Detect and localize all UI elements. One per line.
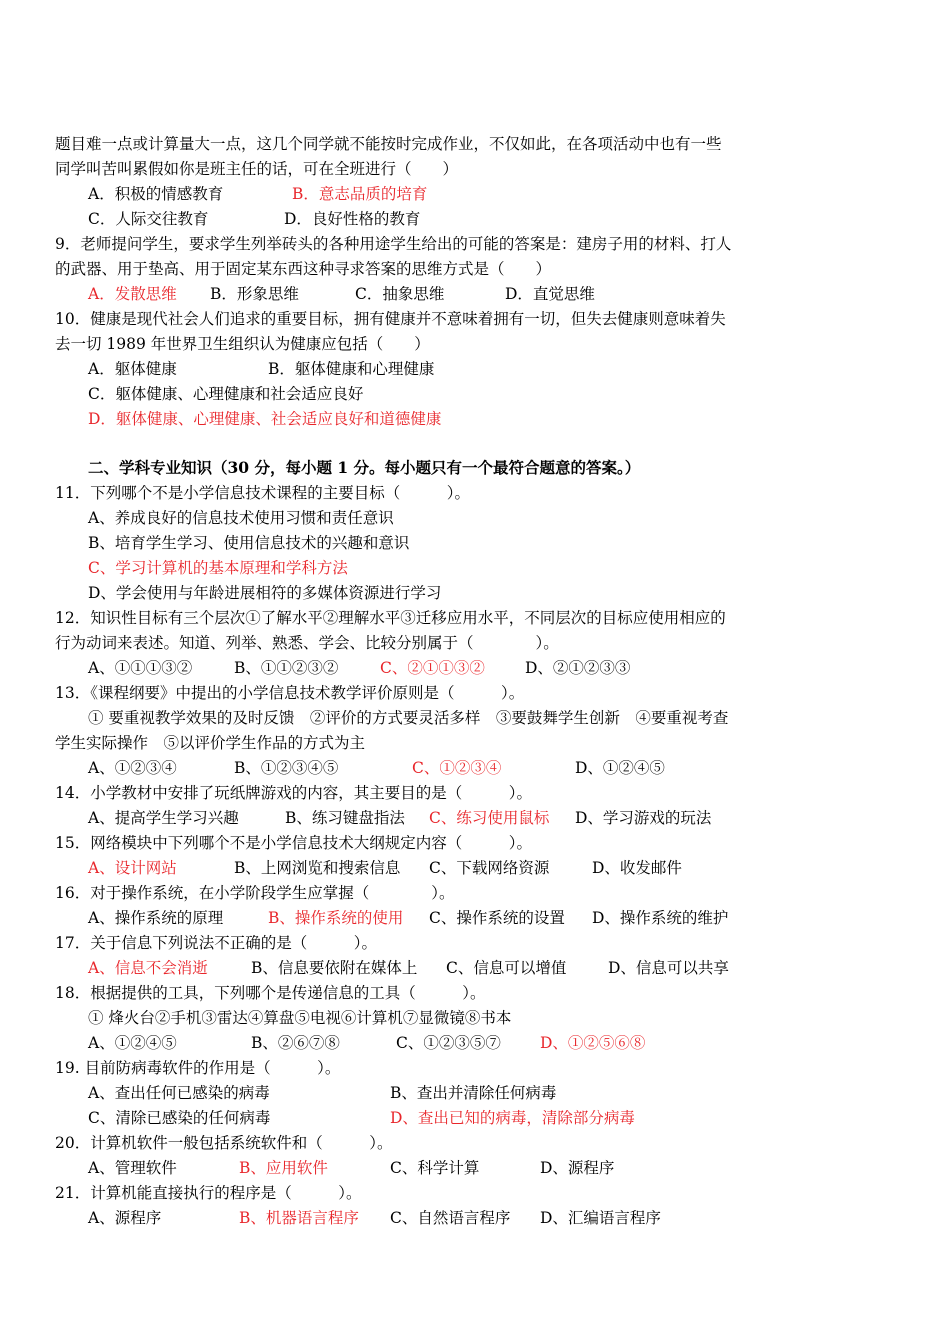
question-14-option-b: B、练习键盘指法	[285, 809, 405, 827]
question-8-line-2: 同学叫苦叫累假如你是班主任的话，可在全班进行（ ）	[55, 160, 459, 178]
question-14-option-a: A、提高学生学习兴趣	[88, 809, 239, 827]
question-19-stem: 19. 目前防病毒软件的作用是（ ）。	[55, 1059, 341, 1077]
question-20-option-c: C、科学计算	[390, 1159, 480, 1177]
question-16-option-c: C、操作系统的设置	[429, 909, 565, 927]
question-18-stem: 18．根据提供的工具，下列哪个是传递信息的工具（ ）。	[55, 984, 486, 1002]
question-15-stem: 15．网络模块中下列哪个不是小学信息技术大纲规定内容（ ）。	[55, 834, 532, 852]
question-9-option-d: D．直觉思维	[505, 285, 595, 303]
question-16-option-a: A、操作系统的原理	[88, 909, 224, 927]
question-12-option-c-answer: C、②①①③②	[380, 659, 485, 677]
question-18-option-b: B、②⑥⑦⑧	[251, 1034, 340, 1052]
question-19-option-a: A、查出任何已感染的病毒	[88, 1084, 270, 1102]
question-13-option-a: A、①②③④	[88, 759, 177, 777]
question-18-items: ① 烽火台②手机③雷达④算盘⑤电视⑥计算机⑦显微镜⑧书本	[88, 1009, 512, 1027]
question-20-option-d: D、源程序	[540, 1159, 615, 1177]
question-10-option-d-answer: D．躯体健康、心理健康、社会适应良好和道德健康	[88, 410, 442, 428]
question-12-option-a: A、①①①③②	[88, 659, 193, 677]
question-16-stem: 16．对于操作系统，在小学阶段学生应掌握（ ）。	[55, 884, 455, 902]
question-15-option-d: D、收发邮件	[592, 859, 682, 877]
question-17-option-a-answer: A、信息不会消逝	[88, 959, 208, 977]
question-13-stem: 13．《课程纲要》中提出的小学信息技术教学评价原则是（ ）。	[55, 684, 525, 702]
question-20-stem: 20．计算机软件一般包括系统软件和（ ）。	[55, 1134, 393, 1152]
question-13-items-line-1: ① 要重视教学效果的及时反馈 ②评价的方式要灵活多样 ③要鼓舞学生创新 ④要重视考查	[88, 709, 729, 727]
question-19-option-d-answer: D、查出已知的病毒，清除部分病毒	[390, 1109, 635, 1127]
question-16-option-b-answer: B、操作系统的使用	[268, 909, 404, 927]
question-21-option-c: C、自然语言程序	[390, 1209, 511, 1227]
question-17-stem: 17．关于信息下列说法不正确的是（ ）。	[55, 934, 377, 952]
question-8-option-a: A．积极的情感教育	[88, 185, 224, 203]
question-20-option-b-answer: B、应用软件	[239, 1159, 328, 1177]
question-19-option-b: B、查出并清除任何病毒	[390, 1084, 557, 1102]
question-9-option-c: C．抽象思维	[355, 285, 445, 303]
question-20-option-a: A、管理软件	[88, 1159, 177, 1177]
question-8-option-c: C．人际交往教育	[88, 210, 209, 228]
question-10-option-a: A．躯体健康	[88, 360, 177, 378]
question-12-line-1: 12．知识性目标有三个层次①了解水平②理解水平③迁移应用水平，不同层次的目标应使用相应的	[55, 609, 726, 627]
question-10-option-b: B．躯体健康和心理健康	[268, 360, 435, 378]
question-11-option-c-answer: C、学习计算机的基本原理和学科方法	[88, 559, 348, 577]
question-21-option-d: D、汇编语言程序	[540, 1209, 661, 1227]
question-8-line-1: 题目难一点或计算量大一点，这几个同学就不能按时完成作业，不仅如此，在各项活动中也有一些	[55, 135, 722, 153]
question-11-option-b: B、培育学生学习、使用信息技术的兴趣和意识	[88, 534, 410, 552]
question-15-option-b: B、上网浏览和搜索信息	[234, 859, 401, 877]
question-15-option-c: C、下载网络资源	[429, 859, 550, 877]
question-21-stem: 21．计算机能直接执行的程序是（ ）。	[55, 1184, 362, 1202]
question-12-option-b: B、①①②③②	[234, 659, 339, 677]
question-19-option-c: C、清除已感染的任何病毒	[88, 1109, 271, 1127]
question-12-line-2: 行为动词来表述。知道、列举、熟悉、学会、比较分别属于（ ）。	[55, 634, 559, 652]
question-17-option-b: B、信息要依附在媒体上	[251, 959, 418, 977]
question-18-option-a: A、①②④⑤	[88, 1034, 177, 1052]
question-10-option-c: C．躯体健康、心理健康和社会适应良好	[88, 385, 364, 403]
question-11-option-a: A、养成良好的信息技术使用习惯和责任意识	[88, 509, 394, 527]
question-15-option-a-answer: A、设计网站	[88, 859, 177, 877]
question-13-items-line-2: 学生实际操作 ⑤以评价学生作品的方式为主	[55, 734, 366, 752]
question-17-option-c: C、信息可以增值	[446, 959, 567, 977]
question-10-line-1: 10．健康是现代社会人们追求的重要目标，拥有健康并不意味着拥有一切，但失去健康则意味着失	[55, 310, 726, 328]
question-17-option-d: D、信息可以共享	[608, 959, 729, 977]
question-14-option-d: D、学习游戏的玩法	[575, 809, 712, 827]
question-9-line-2: 的武器、用于垫高、用于固定某东西这种寻求答案的思维方式是（ ）	[55, 260, 552, 278]
section-2-heading: 二、学科专业知识（30 分，每小题 1 分。每小题只有一个最符合题意的答案。）	[88, 458, 641, 477]
question-13-option-c-answer: C、①②③④	[412, 759, 502, 777]
question-11-option-d: D、学会使用与年龄进展相符的多媒体资源进行学习	[88, 584, 442, 602]
question-13-option-b: B、①②③④⑤	[234, 759, 339, 777]
question-14-stem: 14．小学教材中安排了玩纸牌游戏的内容，其主要目的是（ ）。	[55, 784, 532, 802]
question-12-option-d: D、②①②③③	[525, 659, 631, 677]
question-14-option-c-answer: C、练习使用鼠标	[429, 809, 550, 827]
question-9-option-a-answer: A．发散思维	[88, 285, 177, 303]
question-18-option-c: C、①②③⑤⑦	[396, 1034, 501, 1052]
question-8-option-b-answer: B．意志品质的培育	[292, 185, 428, 203]
question-10-line-2: 去一切 1989 年世界卫生组织认为健康应包括（ ）	[55, 335, 430, 353]
question-9-option-b: B．形象思维	[210, 285, 299, 303]
question-9-line-1: 9．老师提问学生，要求学生列举砖头的各种用途学生给出的可能的答案是：建房子用的材料、打人	[55, 235, 732, 253]
question-13-option-d: D、①②④⑤	[575, 759, 665, 777]
question-21-option-b-answer: B、机器语言程序	[239, 1209, 359, 1227]
question-16-option-d: D、操作系统的维护	[592, 909, 729, 927]
question-8-option-d: D．良好性格的教育	[284, 210, 421, 228]
question-21-option-a: A、源程序	[88, 1209, 162, 1227]
question-11-stem: 11．下列哪个不是小学信息技术课程的主要目标（ ）。	[55, 484, 470, 502]
question-18-option-d-answer: D、①②⑤⑥⑧	[540, 1034, 646, 1052]
